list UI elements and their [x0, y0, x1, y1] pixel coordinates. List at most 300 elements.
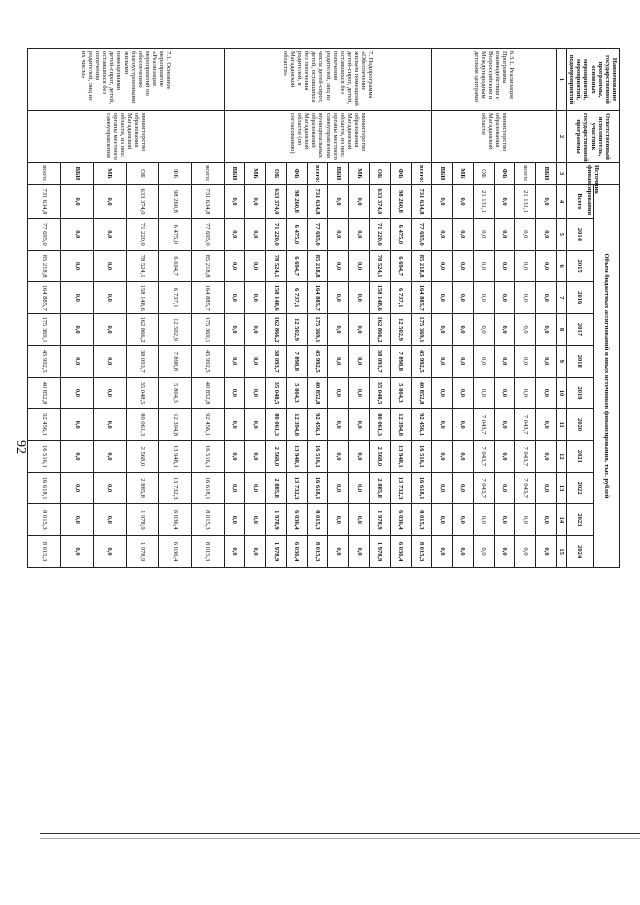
- year-value-cell: 40 852,8: [307, 377, 328, 409]
- year-value-cell: 45 992,5: [307, 345, 328, 377]
- year-value-cell: 6 036,4: [159, 504, 192, 536]
- year-value-cell: 5 804,3: [159, 377, 192, 409]
- year-value-cell: 0,0: [453, 441, 474, 473]
- year-value-cell: 0,0: [432, 536, 453, 568]
- year-value-cell: 0,0: [536, 250, 557, 282]
- header-year: 2018: [567, 345, 594, 377]
- year-value-cell: 8 015,3: [411, 536, 432, 568]
- year-value-cell: 164 885,7: [28, 282, 61, 314]
- year-value-cell: 1 978,9: [126, 504, 159, 536]
- source-cell: МБ: [349, 163, 370, 185]
- header-year: 2014: [567, 219, 594, 251]
- total-cell: 0,0: [494, 185, 515, 219]
- column-number: 2: [556, 111, 566, 163]
- year-value-cell: 0,0: [245, 219, 266, 251]
- executor-cell: министерство образования Магаданской области: [432, 111, 557, 163]
- year-value-cell: 0,0: [453, 345, 474, 377]
- year-value-cell: 1 978,9: [369, 536, 390, 568]
- source-cell: ВБИ: [61, 163, 94, 185]
- source-cell: всего:: [411, 163, 432, 185]
- year-value-cell: 0,0: [224, 377, 245, 409]
- year-value-cell: 45 992,5: [411, 345, 432, 377]
- year-value-cell: 0,0: [432, 504, 453, 536]
- total-cell: 0,0: [93, 185, 126, 219]
- year-value-cell: 0,0: [473, 250, 494, 282]
- year-value-cell: 7 043,7: [473, 409, 494, 441]
- year-value-cell: 0,0: [536, 314, 557, 346]
- year-value-cell: 158 148,6: [126, 282, 159, 314]
- year-value-cell: 0,0: [93, 504, 126, 536]
- total-cell: 633 374,0: [266, 185, 287, 219]
- year-value-cell: 2 568,0: [266, 441, 287, 473]
- year-value-cell: 16 618,1: [411, 472, 432, 504]
- year-value-cell: 0,0: [494, 219, 515, 251]
- year-value-cell: 0,0: [61, 314, 94, 346]
- year-value-cell: 0,0: [349, 472, 370, 504]
- year-value-cell: 0,0: [93, 219, 126, 251]
- year-value-cell: 0,0: [61, 377, 94, 409]
- year-value-cell: 0,0: [494, 314, 515, 346]
- year-value-cell: 0,0: [473, 536, 494, 568]
- year-value-cell: 7 898,8: [286, 345, 307, 377]
- source-cell: ВБИ: [432, 163, 453, 185]
- header-total: Всего: [567, 185, 594, 219]
- year-value-cell: 0,0: [245, 345, 266, 377]
- year-value-cell: 92 456,1: [411, 409, 432, 441]
- source-cell: ФБ: [286, 163, 307, 185]
- column-number: 9: [556, 345, 566, 377]
- year-value-cell: 0,0: [328, 409, 349, 441]
- year-value-cell: 0,0: [61, 409, 94, 441]
- year-value-cell: 13 948,1: [159, 441, 192, 473]
- year-value-cell: 92 456,1: [307, 409, 328, 441]
- year-value-cell: 35 048,5: [266, 377, 287, 409]
- year-value-cell: 0,0: [245, 472, 266, 504]
- year-value-cell: 0,0: [432, 441, 453, 473]
- source-cell: ОБ: [126, 163, 159, 185]
- year-value-cell: 0,0: [453, 314, 474, 346]
- year-value-cell: 85 218,8: [307, 250, 328, 282]
- year-value-cell: 77 695,0: [307, 219, 328, 251]
- year-value-cell: 0,0: [536, 345, 557, 377]
- year-value-cell: 0,0: [349, 504, 370, 536]
- year-value-cell: 40 852,8: [411, 377, 432, 409]
- year-value-cell: 0,0: [245, 314, 266, 346]
- year-value-cell: 164 885,7: [411, 282, 432, 314]
- year-value-cell: 0,0: [93, 536, 126, 568]
- year-value-cell: 0,0: [473, 282, 494, 314]
- program-name-cell: 7.1. Основное мероприятие «Реализация мероприятий по обеспечению благоустроенными жилыми помещениями детей-сирот, детей, оставшихся без попечения родителей, лиц из их числа»: [28, 49, 224, 111]
- year-value-cell: 0,0: [93, 314, 126, 346]
- year-value-cell: 80 061,3: [266, 409, 287, 441]
- year-value-cell: 0,0: [224, 250, 245, 282]
- source-cell: ФБ: [159, 163, 192, 185]
- year-value-cell: 0,0: [515, 536, 536, 568]
- year-value-cell: 71 220,0: [266, 219, 287, 251]
- year-value-cell: 0,0: [349, 377, 370, 409]
- column-numbers-row: [556, 49, 566, 568]
- year-value-cell: 77 695,0: [191, 219, 224, 251]
- year-value-cell: 6 475,0: [390, 219, 411, 251]
- year-value-cell: 16 618,1: [28, 472, 61, 504]
- year-value-cell: 0,0: [224, 219, 245, 251]
- year-value-cell: 92 456,1: [191, 409, 224, 441]
- year-value-cell: 38 093,7: [266, 345, 287, 377]
- year-value-cell: 0,0: [453, 504, 474, 536]
- source-cell: ВБИ: [536, 163, 557, 185]
- year-value-cell: 158 148,6: [369, 282, 390, 314]
- source-cell: всего:: [515, 163, 536, 185]
- year-value-cell: 0,0: [473, 377, 494, 409]
- year-value-cell: 0,0: [245, 250, 266, 282]
- year-value-cell: 45 992,5: [28, 345, 61, 377]
- total-cell: 731 634,8: [28, 185, 61, 219]
- year-value-cell: 0,0: [432, 250, 453, 282]
- year-value-cell: 0,0: [224, 441, 245, 473]
- year-value-cell: 0,0: [494, 250, 515, 282]
- year-value-cell: 92 456,1: [28, 409, 61, 441]
- year-value-cell: 6 036,4: [159, 536, 192, 568]
- year-value-cell: 0,0: [432, 314, 453, 346]
- year-value-cell: 0,0: [536, 409, 557, 441]
- year-value-cell: 0,0: [515, 377, 536, 409]
- total-cell: 0,0: [432, 185, 453, 219]
- year-value-cell: 0,0: [93, 409, 126, 441]
- year-value-cell: 5 804,3: [390, 377, 411, 409]
- year-value-cell: 0,0: [349, 409, 370, 441]
- year-value-cell: 0,0: [473, 314, 494, 346]
- page-number: 92: [13, 440, 28, 454]
- year-value-cell: 0,0: [328, 250, 349, 282]
- header-program: Наименование государственной программы, основных мероприятий, мероприятий, подмероприятий: [567, 49, 620, 111]
- year-value-cell: 0,0: [536, 441, 557, 473]
- year-value-cell: 0,0: [536, 504, 557, 536]
- column-number: 4: [556, 185, 566, 219]
- year-value-cell: 0,0: [349, 250, 370, 282]
- year-value-cell: 8 015,3: [28, 504, 61, 536]
- year-value-cell: 0,0: [224, 314, 245, 346]
- year-value-cell: 162 866,2: [266, 314, 287, 346]
- total-cell: 21 131,1: [515, 185, 536, 219]
- total-cell: 0,0: [536, 185, 557, 219]
- header-year: 2015: [567, 250, 594, 282]
- year-value-cell: 13 732,3: [390, 472, 411, 504]
- total-cell: 0,0: [245, 185, 266, 219]
- year-value-cell: 6 694,7: [286, 250, 307, 282]
- total-cell: 633 374,0: [369, 185, 390, 219]
- year-value-cell: 7 043,7: [515, 441, 536, 473]
- year-value-cell: 158 148,6: [266, 282, 287, 314]
- year-value-cell: 0,0: [61, 282, 94, 314]
- year-value-cell: 0,0: [349, 282, 370, 314]
- header-source: Источник финансирования: [567, 163, 620, 185]
- table-caption: Объем бюджетных ассигнований и иных источников финансирования, тыс. рублей: [593, 185, 619, 568]
- header-year: 2021: [567, 441, 594, 473]
- year-value-cell: 1 978,9: [126, 536, 159, 568]
- column-number: 12: [556, 441, 566, 473]
- year-value-cell: 6 475,0: [286, 219, 307, 251]
- year-value-cell: 0,0: [245, 409, 266, 441]
- year-value-cell: 85 218,8: [28, 250, 61, 282]
- bottom-rule: [40, 833, 640, 834]
- year-value-cell: 0,0: [328, 282, 349, 314]
- year-value-cell: 0,0: [515, 504, 536, 536]
- year-value-cell: 0,0: [93, 472, 126, 504]
- total-cell: 731 634,8: [307, 185, 328, 219]
- executor-cell: министерство образования Магаданской области, из них: органы местного самоуправления: [28, 111, 224, 163]
- year-value-cell: 0,0: [349, 441, 370, 473]
- column-number: 5: [556, 219, 566, 251]
- year-value-cell: 0,0: [453, 472, 474, 504]
- year-value-cell: 6 737,1: [390, 282, 411, 314]
- year-value-cell: 0,0: [61, 536, 94, 568]
- column-number: 14: [556, 504, 566, 536]
- column-number: 13: [556, 472, 566, 504]
- total-cell: 98 260,8: [159, 185, 192, 219]
- year-value-cell: 0,0: [536, 377, 557, 409]
- year-value-cell: 6 036,4: [390, 504, 411, 536]
- year-value-cell: 0,0: [328, 504, 349, 536]
- year-value-cell: 16 618,1: [191, 472, 224, 504]
- year-value-cell: 0,0: [432, 345, 453, 377]
- year-value-cell: 71 220,0: [126, 219, 159, 251]
- year-value-cell: 0,0: [328, 345, 349, 377]
- table-row: [536, 49, 557, 568]
- year-value-cell: 35 048,5: [126, 377, 159, 409]
- year-value-cell: 7 043,7: [515, 472, 536, 504]
- total-cell: 0,0: [328, 185, 349, 219]
- column-number: 1: [556, 49, 566, 111]
- year-value-cell: 12 394,8: [159, 409, 192, 441]
- column-number: 7: [556, 282, 566, 314]
- year-value-cell: 0,0: [473, 345, 494, 377]
- year-value-cell: 7 898,8: [159, 345, 192, 377]
- year-value-cell: 0,0: [93, 441, 126, 473]
- year-value-cell: 0,0: [245, 377, 266, 409]
- year-value-cell: 175 369,1: [191, 314, 224, 346]
- year-value-cell: 16 516,1: [28, 441, 61, 473]
- year-value-cell: 0,0: [515, 314, 536, 346]
- year-value-cell: 0,0: [453, 282, 474, 314]
- year-value-cell: 0,0: [93, 377, 126, 409]
- year-value-cell: 6 036,4: [390, 536, 411, 568]
- year-value-cell: 164 885,7: [307, 282, 328, 314]
- total-cell: 98 260,8: [286, 185, 307, 219]
- total-cell: 731 634,8: [411, 185, 432, 219]
- year-value-cell: 0,0: [328, 314, 349, 346]
- total-cell: 21 131,1: [473, 185, 494, 219]
- year-value-cell: 0,0: [473, 219, 494, 251]
- year-value-cell: 40 852,8: [191, 377, 224, 409]
- year-value-cell: 0,0: [224, 472, 245, 504]
- year-value-cell: 0,0: [515, 282, 536, 314]
- column-number: 11: [556, 409, 566, 441]
- year-value-cell: 0,0: [349, 345, 370, 377]
- year-value-cell: 1 978,9: [266, 504, 287, 536]
- year-value-cell: 0,0: [245, 504, 266, 536]
- header-executor: Ответственный исполнитель, участник государственной программы: [567, 111, 620, 163]
- total-cell: 633 374,0: [126, 185, 159, 219]
- year-value-cell: 2 885,8: [369, 472, 390, 504]
- column-number: 8: [556, 314, 566, 346]
- header-year: 2020: [567, 409, 594, 441]
- year-value-cell: 16 516,1: [191, 441, 224, 473]
- year-value-cell: 0,0: [328, 219, 349, 251]
- source-cell: ФБ: [390, 163, 411, 185]
- source-cell: ФБ: [494, 163, 515, 185]
- year-value-cell: 0,0: [93, 282, 126, 314]
- year-value-cell: 0,0: [494, 409, 515, 441]
- year-value-cell: 0,0: [536, 536, 557, 568]
- year-value-cell: 0,0: [432, 377, 453, 409]
- source-cell: МБ: [245, 163, 266, 185]
- year-value-cell: 0,0: [536, 282, 557, 314]
- source-cell: ОБ: [369, 163, 390, 185]
- year-value-cell: 0,0: [494, 345, 515, 377]
- year-value-cell: 85 218,8: [191, 250, 224, 282]
- year-value-cell: 0,0: [494, 282, 515, 314]
- table-body: [28, 49, 557, 568]
- source-cell: МБ: [93, 163, 126, 185]
- year-value-cell: 16 618,1: [307, 472, 328, 504]
- total-cell: 0,0: [224, 185, 245, 219]
- year-value-cell: 38 093,7: [369, 345, 390, 377]
- year-value-cell: 162 866,2: [126, 314, 159, 346]
- year-value-cell: 0,0: [61, 219, 94, 251]
- year-value-cell: 6 694,7: [159, 250, 192, 282]
- year-value-cell: 5 804,3: [286, 377, 307, 409]
- year-value-cell: 175 369,1: [28, 314, 61, 346]
- year-value-cell: 0,0: [245, 536, 266, 568]
- total-cell: 98 260,8: [390, 185, 411, 219]
- year-value-cell: 0,0: [432, 219, 453, 251]
- year-value-cell: 0,0: [536, 219, 557, 251]
- year-value-cell: 6 475,0: [159, 219, 192, 251]
- year-value-cell: 0,0: [61, 472, 94, 504]
- year-value-cell: 16 516,1: [411, 441, 432, 473]
- year-value-cell: 8 015,3: [307, 536, 328, 568]
- year-value-cell: 0,0: [61, 504, 94, 536]
- year-value-cell: 0,0: [61, 250, 94, 282]
- total-cell: 0,0: [453, 185, 474, 219]
- header-year: 2017: [567, 314, 594, 346]
- year-value-cell: 12 394,8: [286, 409, 307, 441]
- year-value-cell: 0,0: [515, 250, 536, 282]
- source-cell: всего:: [191, 163, 224, 185]
- year-value-cell: 0,0: [453, 219, 474, 251]
- year-value-cell: 2 885,8: [126, 472, 159, 504]
- year-value-cell: 12 502,9: [286, 314, 307, 346]
- year-value-cell: 0,0: [515, 345, 536, 377]
- year-value-cell: 0,0: [453, 250, 474, 282]
- total-cell: 0,0: [349, 185, 370, 219]
- year-value-cell: 78 524,1: [126, 250, 159, 282]
- year-value-cell: 35 048,5: [369, 377, 390, 409]
- year-value-cell: 0,0: [494, 441, 515, 473]
- year-value-cell: 80 061,3: [369, 409, 390, 441]
- year-value-cell: 77 695,0: [28, 219, 61, 251]
- year-value-cell: 6 737,1: [159, 282, 192, 314]
- total-cell: 0,0: [61, 185, 94, 219]
- year-value-cell: 0,0: [328, 536, 349, 568]
- year-value-cell: 0,0: [349, 536, 370, 568]
- year-value-cell: 13 732,3: [286, 472, 307, 504]
- year-value-cell: 12 502,9: [390, 314, 411, 346]
- table-row: [411, 49, 432, 568]
- year-value-cell: 0,0: [453, 377, 474, 409]
- year-value-cell: 0,0: [494, 504, 515, 536]
- source-cell: ВБИ: [224, 163, 245, 185]
- year-value-cell: 80 061,3: [126, 409, 159, 441]
- bottom-rule-secondary: [40, 838, 640, 839]
- executor-cell: министерство образования Магаданской области, из них: органы местного самоуправления муниципальных образований Магаданской области (по согласованию): [224, 111, 432, 163]
- column-number: 10: [556, 377, 566, 409]
- year-value-cell: 40 852,8: [28, 377, 61, 409]
- year-value-cell: 0,0: [61, 441, 94, 473]
- year-value-cell: 0,0: [328, 441, 349, 473]
- year-value-cell: 0,0: [61, 345, 94, 377]
- budget-table-wrapper: [40, 48, 620, 568]
- program-name-cell: 6.3.1. Реализация Программы взаимодействия с Всероссийским и Международным детским центрами: [432, 49, 557, 111]
- year-value-cell: 8 015,3: [411, 504, 432, 536]
- header-year: 2022: [567, 472, 594, 504]
- year-value-cell: 0,0: [93, 250, 126, 282]
- year-value-cell: 164 885,7: [191, 282, 224, 314]
- program-name-cell: 7. Подпрограмма «Обеспечение жильем помещений детей-сирот, детей, оставшихся без попечения родителей, лиц из числа детей-сирот, детей, оставшихся без попечения родителей, в Магаданской области»: [224, 49, 432, 111]
- year-value-cell: 71 220,0: [369, 219, 390, 251]
- year-value-cell: 7 043,7: [473, 472, 494, 504]
- year-value-cell: 0,0: [224, 504, 245, 536]
- year-value-cell: 2 885,8: [266, 472, 287, 504]
- source-cell: всего:: [28, 163, 61, 185]
- header-year: 2023: [567, 504, 594, 536]
- year-value-cell: 8 015,3: [191, 504, 224, 536]
- year-value-cell: 2 568,0: [126, 441, 159, 473]
- year-value-cell: 12 502,9: [159, 314, 192, 346]
- year-value-cell: 0,0: [93, 345, 126, 377]
- year-value-cell: 78 524,1: [266, 250, 287, 282]
- year-value-cell: 6 036,4: [286, 504, 307, 536]
- column-number: 6: [556, 250, 566, 282]
- source-cell: ВБИ: [328, 163, 349, 185]
- column-number: 15: [556, 536, 566, 568]
- year-value-cell: 0,0: [432, 409, 453, 441]
- source-cell: всего:: [307, 163, 328, 185]
- year-value-cell: 8 015,3: [191, 536, 224, 568]
- year-value-cell: 0,0: [224, 282, 245, 314]
- year-value-cell: 13 732,3: [159, 472, 192, 504]
- year-value-cell: 0,0: [494, 377, 515, 409]
- year-value-cell: 8 015,3: [28, 536, 61, 568]
- total-cell: 731 634,8: [191, 185, 224, 219]
- year-value-cell: 6 036,4: [286, 536, 307, 568]
- year-value-cell: 0,0: [432, 472, 453, 504]
- year-value-cell: 0,0: [349, 314, 370, 346]
- year-value-cell: 7 043,7: [515, 409, 536, 441]
- year-value-cell: 13 948,1: [286, 441, 307, 473]
- year-value-cell: 2 568,0: [369, 441, 390, 473]
- year-value-cell: 8 015,3: [307, 504, 328, 536]
- table-row: [191, 49, 224, 568]
- source-cell: МБ: [453, 163, 474, 185]
- year-value-cell: 6 737,1: [286, 282, 307, 314]
- year-value-cell: 7 898,8: [390, 345, 411, 377]
- source-cell: ОБ: [473, 163, 494, 185]
- year-value-cell: 0,0: [453, 409, 474, 441]
- year-value-cell: 0,0: [224, 409, 245, 441]
- year-value-cell: 6 694,7: [390, 250, 411, 282]
- year-value-cell: 0,0: [515, 219, 536, 251]
